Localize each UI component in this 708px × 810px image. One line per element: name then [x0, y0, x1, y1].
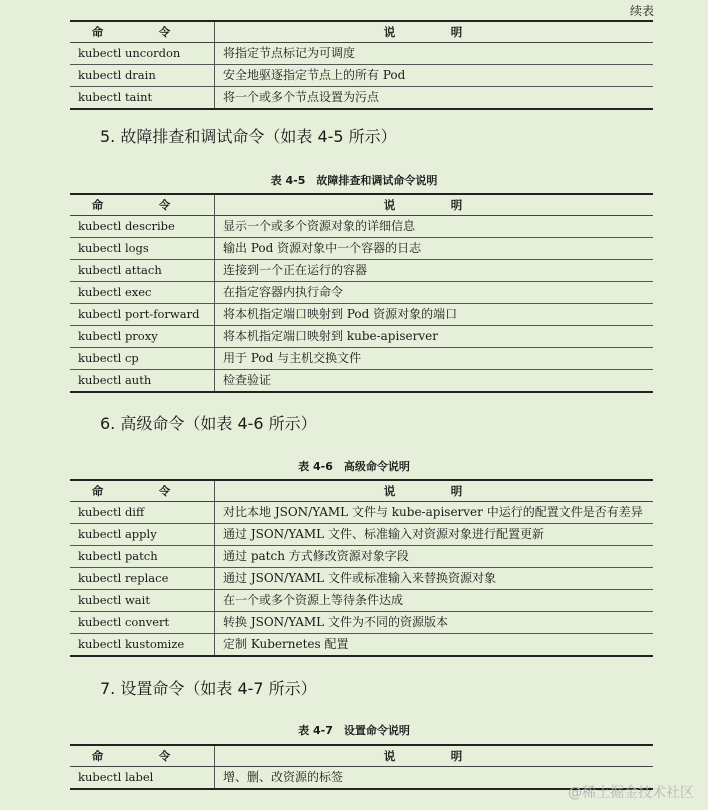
cmd-cell: kubectl port-forward — [70, 304, 215, 326]
header-description: 说 明 — [383, 749, 485, 763]
cmd-cell: kubectl logs — [70, 238, 215, 260]
header-command: 命 令 — [70, 745, 215, 767]
desc-cell: 定制 Kubernetes 配置 — [223, 637, 349, 651]
watermark: @稀土掘金技术社区 — [568, 785, 694, 801]
table-row — [70, 238, 653, 260]
cmd-cell: kubectl auth — [70, 370, 215, 393]
table-continued — [70, 20, 653, 110]
section-6-heading: 6. 高级命令（如表 4-6 所示） — [100, 414, 317, 433]
header-command: 命 令 — [70, 21, 215, 43]
cmd-cell: kubectl replace — [70, 568, 215, 590]
table-row — [70, 65, 653, 87]
table-row — [70, 524, 653, 546]
table-4-6 — [70, 479, 653, 657]
desc-cell: 转换 JSON/YAML 文件为不同的资源版本 — [223, 615, 448, 629]
table-4-7-caption: 表 4-7 设置命令说明 — [298, 724, 410, 737]
table-row — [70, 282, 653, 304]
table-row — [70, 590, 653, 612]
desc-cell: 将本机指定端口映射到 kube-apiserver — [223, 329, 438, 343]
desc-cell: 输出 Pod 资源对象中一个容器的日志 — [223, 241, 422, 255]
desc-cell: 通过 JSON/YAML 文件或标准输入来替换资源对象 — [223, 571, 496, 585]
header-command: 命 令 — [70, 480, 215, 502]
table-4-5 — [70, 193, 653, 393]
cmd-cell: kubectl proxy — [70, 326, 215, 348]
table-row — [70, 326, 653, 348]
desc-cell: 将本机指定端口映射到 Pod 资源对象的端口 — [223, 307, 458, 321]
cmd-cell: kubectl cp — [70, 348, 215, 370]
continued-label: 续表 — [629, 4, 654, 18]
table-row — [70, 546, 653, 568]
table-row — [70, 502, 653, 524]
desc-cell: 通过 JSON/YAML 文件、标准输入对资源对象进行配置更新 — [223, 527, 544, 541]
desc-cell: 对比本地 JSON/YAML 文件与 kube-apiserver 中运行的配置文件是否有差异 — [223, 505, 643, 519]
table-row — [70, 216, 653, 238]
table-row — [70, 43, 653, 65]
table-4-6-caption: 表 4-6 高级命令说明 — [298, 460, 410, 473]
table-row — [70, 87, 653, 110]
table-row — [70, 634, 653, 657]
desc-cell: 用于 Pod 与主机交换文件 — [223, 351, 362, 365]
section-7-heading: 7. 设置命令（如表 4-7 所示） — [100, 679, 317, 698]
desc-cell: 检查验证 — [223, 373, 272, 387]
cmd-cell: kubectl wait — [70, 590, 215, 612]
desc-cell: 显示一个或多个资源对象的详细信息 — [223, 219, 416, 233]
cmd-cell: kubectl patch — [70, 546, 215, 568]
desc-cell: 将指定节点标记为可调度 — [223, 46, 356, 60]
cmd-cell: kubectl attach — [70, 260, 215, 282]
header-command: 命 令 — [70, 194, 215, 216]
table-4-5-caption: 表 4-5 故障排查和调试命令说明 — [270, 174, 438, 187]
table-row — [70, 348, 653, 370]
cmd-cell: kubectl taint — [70, 87, 215, 110]
desc-cell: 在指定容器内执行命令 — [223, 285, 344, 299]
cmd-cell: kubectl apply — [70, 524, 215, 546]
table-row — [70, 304, 653, 326]
section-5-heading: 5. 故障排查和调试命令（如表 4-5 所示） — [100, 127, 397, 146]
header-description: 说 明 — [383, 484, 485, 498]
desc-cell: 在一个或多个资源上等待条件达成 — [223, 593, 404, 607]
desc-cell: 连接到一个正在运行的容器 — [223, 263, 368, 277]
table-4-7 — [70, 744, 653, 790]
cmd-cell: kubectl exec — [70, 282, 215, 304]
table-row — [70, 568, 653, 590]
desc-cell: 通过 patch 方式修改资源对象字段 — [223, 549, 409, 563]
cmd-cell: kubectl uncordon — [70, 43, 215, 65]
table-row — [70, 260, 653, 282]
desc-cell: 将一个或多个节点设置为污点 — [223, 90, 380, 104]
cmd-cell: kubectl label — [70, 767, 215, 790]
table-row — [70, 612, 653, 634]
table-row — [70, 767, 653, 790]
cmd-cell: kubectl drain — [70, 65, 215, 87]
desc-cell: 增、删、改资源的标签 — [223, 770, 344, 784]
cmd-cell: kubectl diff — [70, 502, 215, 524]
header-description: 说 明 — [383, 198, 485, 212]
cmd-cell: kubectl kustomize — [70, 634, 215, 657]
cmd-cell: kubectl describe — [70, 216, 215, 238]
cmd-cell: kubectl convert — [70, 612, 215, 634]
table-row — [70, 370, 653, 393]
desc-cell: 安全地驱逐指定节点上的所有 Pod — [223, 68, 406, 82]
header-description: 说 明 — [383, 25, 485, 39]
